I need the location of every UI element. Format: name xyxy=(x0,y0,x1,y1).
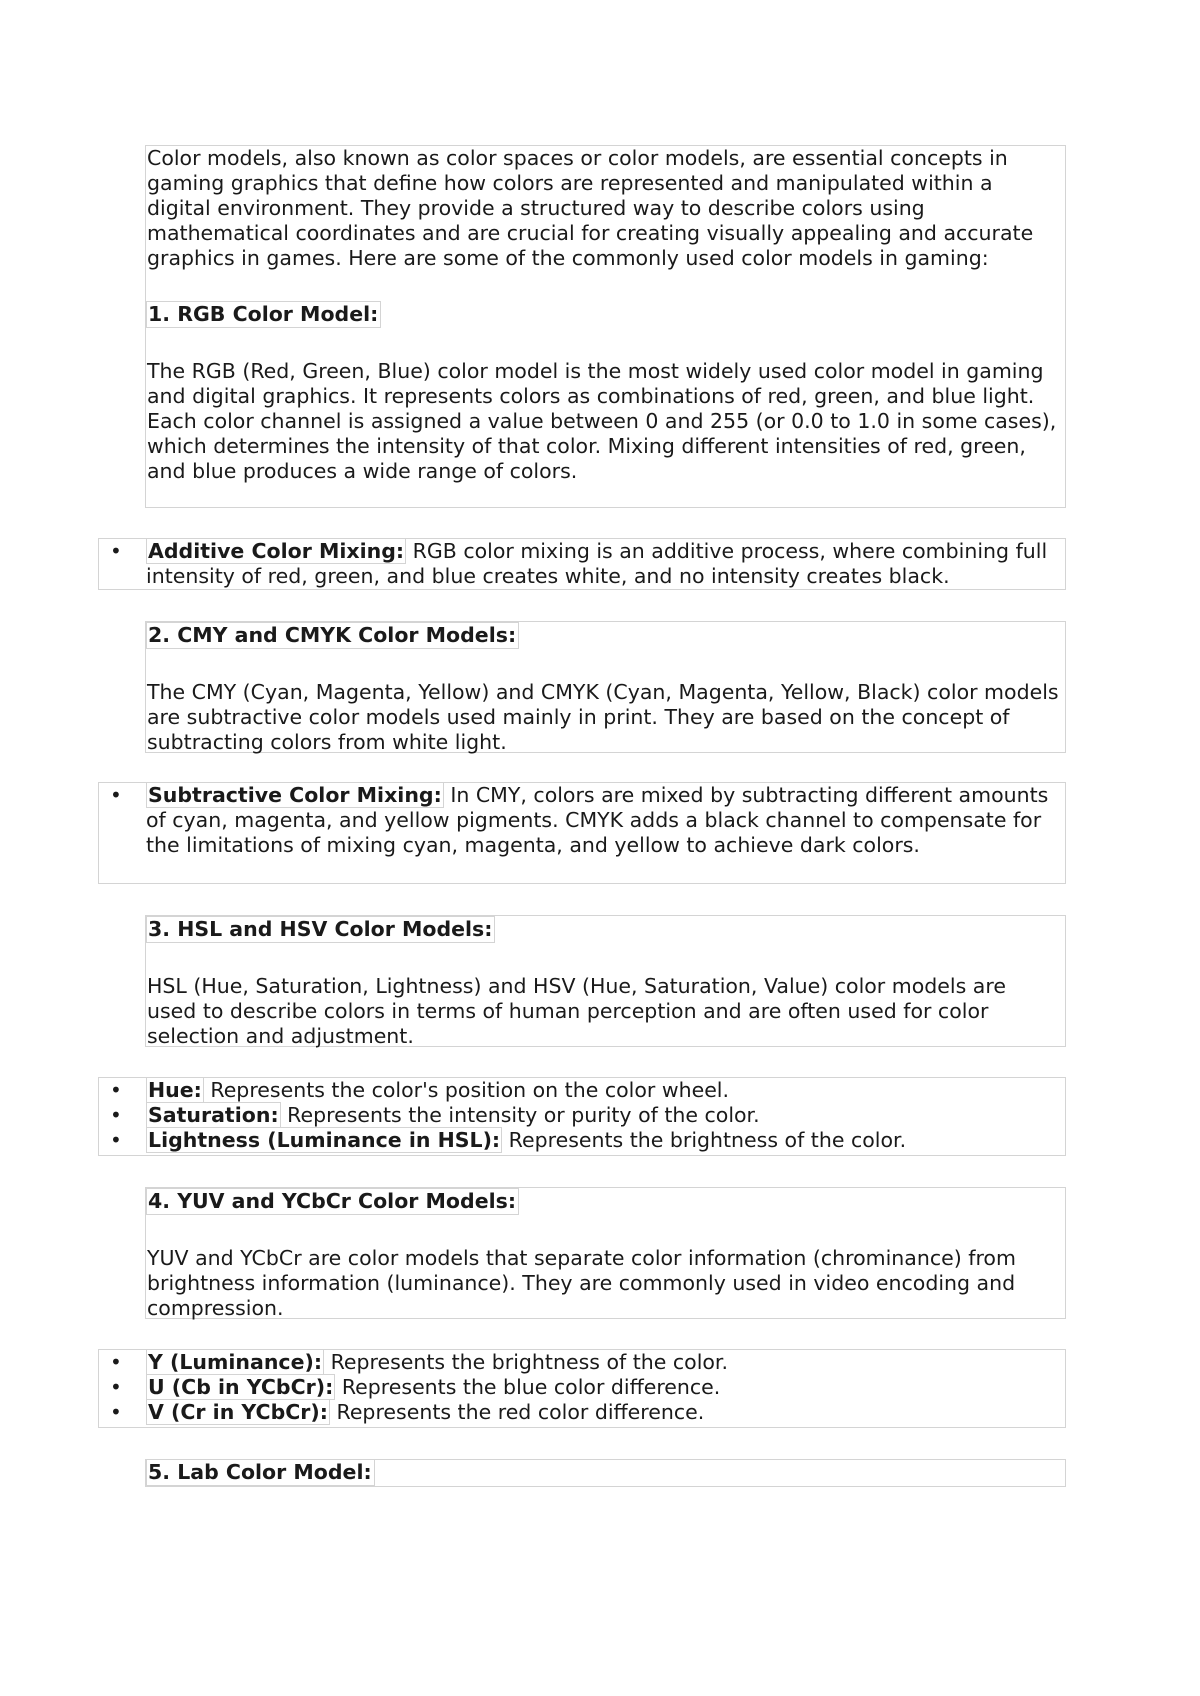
bullet-glyph: • xyxy=(110,1078,122,1102)
bullet-glyph: • xyxy=(110,1103,122,1127)
bullet-glyph: • xyxy=(110,1400,122,1424)
bullet-text: Represents the brightness of the color. xyxy=(324,1350,728,1374)
bullet-list-hsl xyxy=(98,1077,1066,1156)
list-item xyxy=(99,539,1065,589)
bullet-term: V (Cr in YCbCr): xyxy=(148,1400,328,1424)
text-block-intro xyxy=(145,145,1066,508)
bullet-term: Additive Color Mixing: xyxy=(148,539,405,563)
section-body-rgb: The RGB (Red, Green, Blue) color model is the most widely used color model in gaming and digital graphics. It represents colors as combinations of red, green, and blue light. Each color channel is assigned a value between 0 and 255 (or 0.0 to 1.0 in some cases), which determines the intensity of that color. Mixing different intensities of red, green, and blue produces a wide range of colors. xyxy=(147,359,1057,483)
bullet-term: Lightness (Luminance in HSL): xyxy=(148,1128,501,1152)
bullet-term: U (Cb in YCbCr): xyxy=(148,1375,334,1399)
section-body-cmy: The CMY (Cyan, Magenta, Yellow) and CMYK (Cyan, Magenta, Yellow, Black) color models are subtractive color models used mainly in print. They are based on the concept of subtracting colors from white light. xyxy=(147,680,1059,754)
list-item xyxy=(99,1375,1065,1400)
bullet-text: Represents the blue color difference. xyxy=(335,1375,721,1399)
section-heading-hsl: 3. HSL and HSV Color Models: xyxy=(146,916,495,943)
bullet-glyph: • xyxy=(110,1350,122,1374)
list-item xyxy=(99,1350,1065,1375)
section-heading-rgb: 1. RGB Color Model: xyxy=(146,301,381,328)
bullet-term: Subtractive Color Mixing: xyxy=(148,783,442,807)
bullet-list-yuv xyxy=(98,1349,1066,1428)
bullet-glyph: • xyxy=(110,1128,122,1152)
list-item xyxy=(99,1078,1065,1103)
text-block-cmy xyxy=(145,621,1066,753)
list-item xyxy=(99,783,1065,858)
intro-paragraph: Color models, also known as color spaces or color models, are essential concepts in gaming graphics that define how colors are represented and manipulated within a digital environment. They provide a structured way to describe colors using mathematical coordinates and are crucial for creating visually appealing and accurate graphics in games. Here are some of the commonly used color models in gaming: xyxy=(147,146,1034,270)
bullet-glyph: • xyxy=(110,783,122,807)
bullet-text: Represents the red color difference. xyxy=(329,1400,705,1424)
list-item xyxy=(99,1103,1065,1128)
bullet-text: RGB color mixing is an additive process, where combining full intensity of red, green, and blue creates white, and no intensity creates black. xyxy=(146,539,1048,588)
section-heading-yuv: 4. YUV and YCbCr Color Models: xyxy=(146,1188,519,1215)
list-item xyxy=(99,1400,1065,1425)
bullet-text: In CMY, colors are mixed by subtracting different amounts of cyan, magenta, and yellow pigments. CMYK adds a black channel to compensate for the limitations of mixing cyan, magenta, and yellow to achieve dark colors. xyxy=(146,783,1049,857)
list-item xyxy=(99,1128,1065,1153)
bullet-glyph: • xyxy=(110,539,122,563)
section-body-yuv: YUV and YCbCr are color models that separate color information (chrominance) from brightness information (luminance). They are commonly used in video encoding and compression. xyxy=(147,1246,1016,1320)
bullet-term: Saturation: xyxy=(148,1103,279,1127)
bullet-term: Y (Luminance): xyxy=(148,1350,323,1374)
text-block-yuv xyxy=(145,1187,1066,1319)
bullet-glyph: • xyxy=(110,1375,122,1399)
bullet-text: Represents the color's position on the color wheel. xyxy=(203,1078,730,1102)
text-block-lab xyxy=(145,1459,1066,1487)
bullet-text: Represents the intensity or purity of the color. xyxy=(280,1103,760,1127)
bullet-list-rgb xyxy=(98,538,1066,590)
bullet-term: Hue: xyxy=(148,1078,202,1102)
section-heading-cmy: 2. CMY and CMYK Color Models: xyxy=(146,622,519,649)
section-heading-lab: 5. Lab Color Model: xyxy=(146,1459,375,1486)
bullet-text: Represents the brightness of the color. xyxy=(502,1128,907,1152)
section-body-hsl: HSL (Hue, Saturation, Lightness) and HSV (Hue, Saturation, Value) color models are used to describe colors in terms of human perception and are often used for color selection and adjustment. xyxy=(147,974,1006,1048)
bullet-list-cmy xyxy=(98,782,1066,884)
text-block-hsl xyxy=(145,915,1066,1047)
